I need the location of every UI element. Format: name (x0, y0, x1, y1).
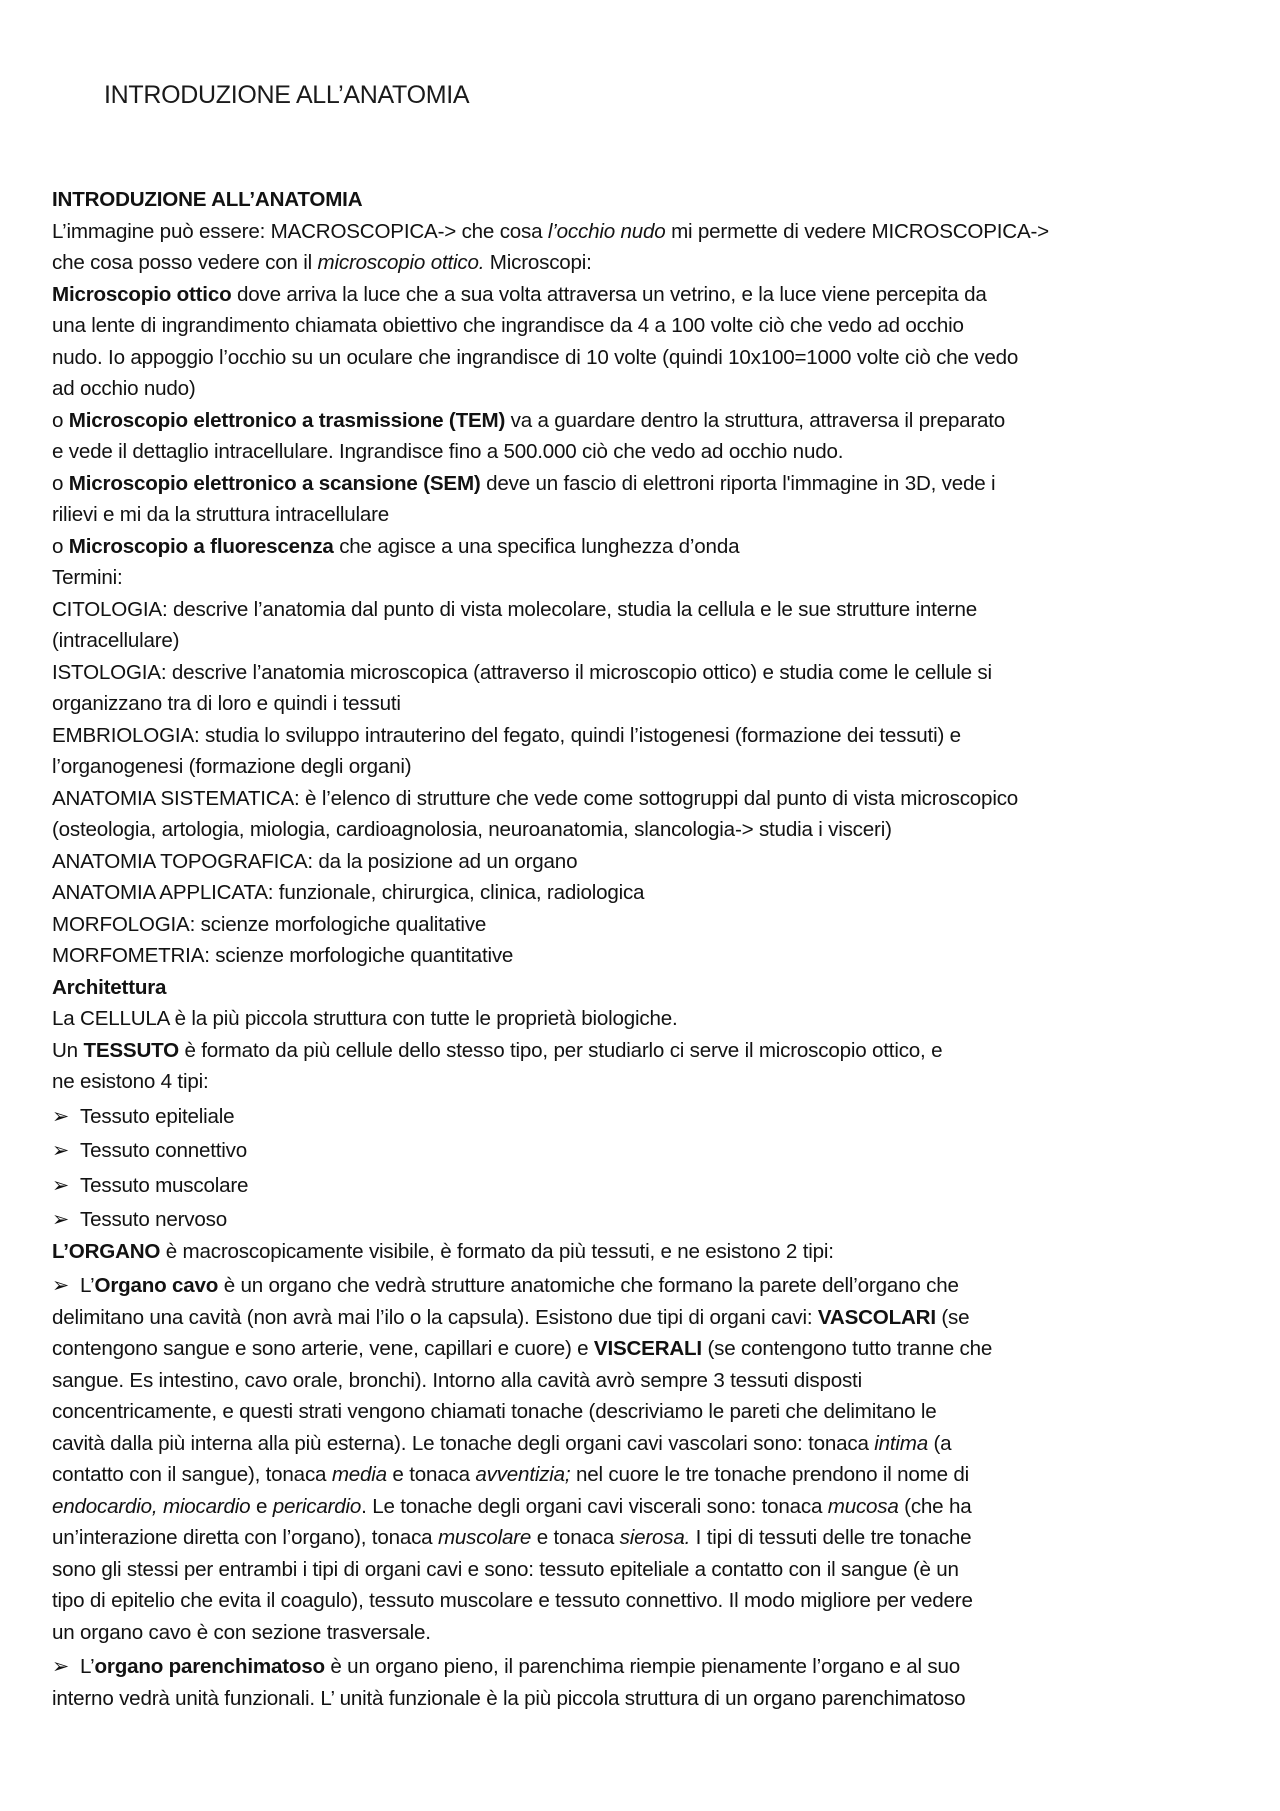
text-line (52, 909, 1182, 941)
text-line (52, 1003, 1182, 1035)
bold-text: organo parenchimatoso (94, 1655, 325, 1678)
text-segment: (che ha (898, 1494, 972, 1518)
bullet-arrow-icon: ➢ (52, 1208, 70, 1231)
text-line (52, 1066, 1182, 1098)
text-line (52, 405, 1182, 437)
text-line (52, 1683, 1182, 1715)
bold-text: Microscopio elettronico a trasmissione (TEM) (68, 408, 506, 432)
text-segment: ANATOMIA TOPOGRAFICA: da la posizione ad un organo (52, 849, 578, 873)
text-segment: interno vedrà unità funzionali. L’ unità funzionale è la più piccola struttura di un organo parenchimatoso (52, 1686, 966, 1710)
text-line (52, 1585, 1182, 1617)
text-segment: o (52, 408, 69, 432)
text-segment: (se contengono tutto tranne che (701, 1337, 993, 1360)
text-line (52, 1101, 1182, 1133)
italic-text: l’occhio nudo (547, 219, 666, 243)
bold-text: VISCERALI (593, 1337, 702, 1360)
italic-text: muscolare (437, 1526, 532, 1549)
section-heading-text: INTRODUZIONE ALL’ANATOMIA (52, 188, 363, 211)
text-line (52, 1554, 1182, 1586)
text-segment: ISTOLOGIA: descrive l’anatomia microscopica (attraverso il microscopio ottico) e studia come le cellule si (52, 660, 992, 684)
text-line (52, 594, 1182, 626)
text-segment: che agisce a una specifica lunghezza d’onda (333, 534, 740, 558)
italic-text: avventizia; (475, 1463, 571, 1486)
bold-text: L’ORGANO (52, 1239, 161, 1263)
text-segment: EMBRIOLOGIA: studia lo sviluppo intrauterino del fegato, quindi l’istogenesi (formazione dei tessuti) e (52, 723, 961, 747)
text-segment: e vede il dettaglio intracellulare. Ingrandisce fino a 500.000 ciò che vedo ad occhio nudo. (52, 440, 844, 463)
text-segment: ANATOMIA APPLICATA: funzionale, chirurgica, clinica, radiologica (52, 881, 645, 904)
text-segment: I tipi di tessuti delle tre tonache (690, 1526, 972, 1549)
text-line (52, 1522, 1182, 1554)
text-segment: La CELLULA è la più piccola struttura con tutte le proprietà biologiche. (52, 1007, 678, 1030)
text-line (52, 247, 1182, 279)
text-line (52, 783, 1182, 815)
bold-text: TESSUTO (83, 1038, 179, 1062)
text-segment: contatto con il sangue), tonaca (52, 1463, 332, 1486)
text-segment: è un organo pieno, il parenchima riempie pienamente l’organo e al suo (324, 1655, 961, 1678)
text-line (52, 1270, 1182, 1302)
text-segment: (osteologia, artologia, miologia, cardioagnolosia, neuroanatomia, slancologia-> studia i visceri) (52, 818, 892, 841)
text-segment: e tonaca (531, 1526, 620, 1549)
text-line (52, 216, 1182, 248)
bold-text: Microscopio a fluorescenza (68, 534, 334, 558)
document-body (52, 184, 1182, 1714)
text-segment: Tessuto nervoso (80, 1208, 227, 1231)
text-line (52, 342, 1182, 374)
italic-text: endocardio, miocardio (52, 1494, 251, 1518)
text-segment: organizzano tra di loro e quindi i tessuti (52, 692, 401, 715)
text-segment: l’organogenesi (formazione degli organi) (52, 755, 412, 778)
text-segment: un organo cavo è con sezione trasversale. (52, 1620, 431, 1644)
page-title: INTRODUZIONE ALL’ANATOMIA (104, 81, 470, 109)
text-line (52, 1365, 1182, 1397)
text-line (52, 279, 1182, 311)
text-line (52, 625, 1182, 657)
text-segment: Tessuto connettivo (80, 1139, 247, 1162)
text-segment: nel cuore le tre tonache prendono il nome di (570, 1463, 970, 1486)
text-line (52, 468, 1182, 500)
text-segment: ne esistono 4 tipi: (52, 1070, 209, 1093)
bold-text: Architettura (52, 975, 167, 999)
text-segment: cavità dalla più interna alla più esterna). Le tonache degli organi cavi vascolari sono: tonaca (52, 1431, 875, 1455)
bullet-arrow-icon: ➢ (52, 1139, 70, 1162)
text-segment: una lente di ingrandimento chiamata obiettivo che ingrandisce da 4 a 100 volte ciò che vedo ad occhio (52, 314, 964, 337)
text-segment: nudo. Io appoggio l’occhio su un oculare che ingrandisce di 10 volte (quindi 10x100=1000 volte ciò che vedo (52, 345, 1019, 369)
text-segment: Un (52, 1038, 84, 1062)
text-line (52, 1035, 1182, 1067)
text-segment: . Le tonache degli organi cavi viscerali sono: tonaca (361, 1494, 828, 1518)
text-line (52, 1135, 1182, 1167)
text-segment: mi permette di vedere MICROSCOPICA-> (665, 219, 1049, 243)
text-segment: va a guardare dentro la struttura, attraversa il preparato (505, 408, 1006, 432)
bold-text: Organo cavo (94, 1274, 219, 1297)
text-segment: rilievi e mi da la struttura intracellulare (52, 503, 390, 526)
bullet-arrow-icon: ➢ (52, 1655, 70, 1678)
italic-text: mucosa (827, 1494, 899, 1518)
text-segment: MORFOLOGIA: scienze morfologiche qualitative (52, 912, 487, 936)
text-segment: Termini: (52, 566, 123, 589)
text-line (52, 877, 1182, 909)
text-segment: Tessuto muscolare (80, 1173, 249, 1197)
bold-text: Microscopio elettronico a scansione (SEM) (68, 471, 481, 495)
bold-text: VASCOLARI (817, 1305, 936, 1329)
italic-text: media (331, 1463, 387, 1486)
italic-text: microscopio ottico. (317, 251, 485, 274)
text-line (52, 940, 1182, 972)
text-line (52, 531, 1182, 563)
text-line (52, 1459, 1182, 1491)
text-line (52, 846, 1182, 878)
text-segment: è formato da più cellule dello stesso tipo, per studiarlo ci serve il microscopio ottico, e (178, 1038, 943, 1062)
text-line (52, 436, 1182, 468)
text-segment: è macroscopicamente visibile, è formato da più tessuti, e ne esistono 2 tipi: (160, 1239, 834, 1263)
text-segment: ANATOMIA SISTEMATICA: è l’elenco di strutture che vede come sottogruppi dal punto di vista microscopico (52, 786, 1019, 810)
text-line (52, 562, 1182, 594)
bold-text: Microscopio ottico (52, 282, 232, 306)
text-segment: CITOLOGIA: descrive l’anatomia dal punto di vista molecolare, studia la cellula e le sue strutture interne (52, 597, 978, 621)
text-line (52, 1236, 1182, 1268)
text-segment: (intracellulare) (52, 629, 180, 652)
text-line (52, 1491, 1182, 1523)
text-line (52, 1396, 1182, 1428)
text-segment: Tessuto epiteliale (80, 1104, 235, 1128)
italic-text: pericardio (272, 1494, 362, 1518)
text-segment: tipo di epitelio che evita il coagulo), tessuto muscolare e tessuto connettivo. Il modo migliore per vedere (52, 1589, 973, 1612)
text-segment: Microscopi: (484, 251, 592, 274)
text-segment: dove arriva la luce che a sua volta attraversa un vetrino, e la luce viene percepita da (231, 282, 987, 306)
text-segment: MORFOMETRIA: scienze morfologiche quantitative (52, 944, 514, 967)
italic-text: intima (874, 1431, 928, 1455)
text-line (52, 499, 1182, 531)
text-segment: sono gli stessi per entrambi i tipi di organi cavi e sono: tessuto epiteliale a contatto con il sangue (è un (52, 1557, 959, 1581)
text-segment: un’interazione diretta con l’organo), tonaca (52, 1526, 438, 1549)
text-line (52, 972, 1182, 1004)
text-segment: L’ (80, 1274, 95, 1297)
text-segment: o (52, 471, 69, 495)
text-segment: è un organo che vedrà strutture anatomiche che formano la parete dell’organo che (218, 1274, 959, 1297)
text-segment: e (250, 1494, 273, 1518)
text-segment: (a (927, 1431, 952, 1455)
text-line (52, 720, 1182, 752)
text-segment: (se (935, 1305, 970, 1329)
bullet-arrow-icon: ➢ (52, 1274, 70, 1297)
text-line (52, 1651, 1182, 1683)
text-segment: L’ (80, 1655, 95, 1678)
text-line (52, 1170, 1182, 1202)
text-line (52, 1204, 1182, 1236)
text-segment: sangue. Es intestino, cavo orale, bronchi). Intorno alla cavità avrò sempre 3 tessuti disposti (52, 1368, 862, 1392)
section-heading (52, 184, 1182, 216)
text-segment: contengono sangue e sono arterie, vene, capillari e cuore) e (52, 1337, 594, 1360)
text-line (52, 310, 1182, 342)
text-segment: che cosa posso vedere con il (52, 251, 318, 274)
text-line (52, 657, 1182, 689)
bullet-arrow-icon: ➢ (52, 1104, 70, 1128)
text-line (52, 814, 1182, 846)
bullet-arrow-icon: ➢ (52, 1173, 70, 1197)
text-line (52, 1617, 1182, 1649)
text-segment: deve un fascio di elettroni riporta l'immagine in 3D, vede i (480, 471, 996, 495)
text-segment: concentricamente, e questi strati vengono chiamati tonache (descriviamo le pareti che delimitano le (52, 1400, 937, 1423)
text-line (52, 1428, 1182, 1460)
text-line (52, 1302, 1182, 1334)
text-line (52, 1333, 1182, 1365)
text-line (52, 751, 1182, 783)
text-segment: e tonaca (386, 1463, 476, 1486)
text-line (52, 373, 1182, 405)
text-line (52, 688, 1182, 720)
text-segment: L’immagine può essere: MACROSCOPICA-> che cosa (52, 219, 548, 243)
text-segment: o (52, 534, 69, 558)
text-segment: ad occhio nudo) (52, 377, 196, 400)
text-segment: delimitano una cavità (non avrà mai l’ilo o la capsula). Esistono due tipi di organi cavi: (52, 1305, 818, 1329)
italic-text: sierosa. (619, 1526, 691, 1549)
